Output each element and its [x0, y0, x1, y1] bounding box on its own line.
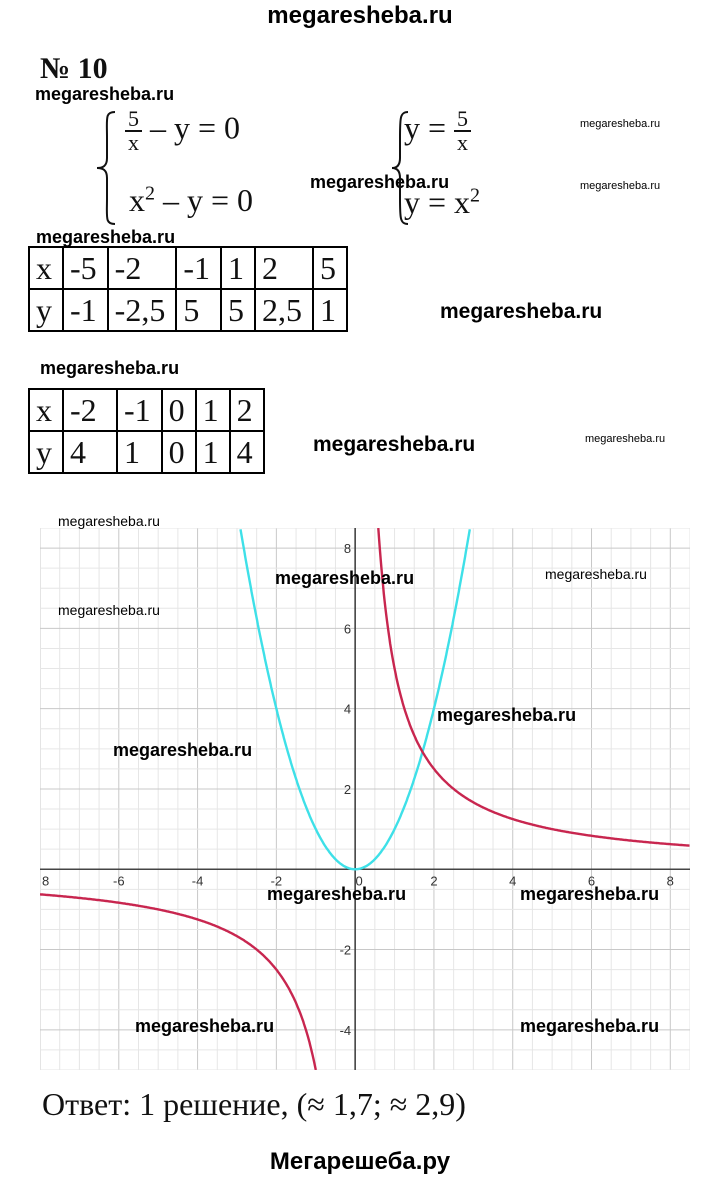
watermark: megaresheba.ru	[585, 433, 666, 445]
exponent: 2	[145, 182, 155, 205]
y-tick-label: 6	[343, 621, 352, 637]
y-tick-label: 8	[343, 541, 352, 557]
table-cell: 4	[230, 431, 264, 473]
table-cell: 2	[230, 389, 264, 431]
system-1	[95, 108, 295, 228]
x-tick-label: 2	[430, 873, 438, 889]
table-cell: -1	[117, 389, 162, 431]
watermark: megaresheba.ru	[440, 300, 603, 323]
table-cell: 5	[313, 247, 347, 289]
equation-2	[404, 184, 480, 221]
table-row	[29, 431, 264, 473]
base: x	[129, 182, 145, 218]
watermark: megaresheba.ru	[520, 1016, 660, 1036]
y-tick-label: 4	[343, 701, 352, 717]
table-cell: 1	[313, 289, 347, 331]
watermark: megaresheba.ru	[275, 568, 415, 588]
table-cell: x	[29, 247, 63, 289]
denominator: x	[125, 130, 142, 154]
site-footer: Мегарешеба.ру	[269, 1148, 451, 1175]
system-2	[390, 108, 560, 228]
x-tick-label: 4	[509, 873, 517, 889]
equation-lhs: y = x	[404, 184, 471, 220]
table-cell: y	[29, 431, 63, 473]
watermark: megaresheba.ru	[310, 172, 450, 192]
answer-text: Ответ: 1 решение, (≈ 1,7; ≈ 2,9)	[42, 1086, 466, 1122]
table-cell: -2,5	[108, 289, 177, 331]
watermark: megaresheba.ru	[580, 118, 661, 130]
watermark: megaresheba.ru	[40, 358, 180, 378]
numerator: 5	[128, 106, 139, 131]
watermark: megaresheba.ru	[545, 566, 647, 582]
table-cell: 1	[196, 389, 230, 431]
x-tick-label: 8	[666, 873, 674, 889]
numerator: 5	[457, 106, 469, 131]
y-tick-label: -2	[339, 942, 352, 958]
exponent: 2	[470, 184, 481, 207]
equation-1	[125, 108, 240, 154]
table-cell: 1	[117, 431, 162, 473]
x-tick-label: 8	[42, 873, 50, 889]
denominator: x	[454, 130, 471, 154]
watermark: megaresheba.ru	[267, 884, 407, 904]
table-cell: 1	[221, 247, 255, 289]
table-cell: 0	[162, 389, 196, 431]
equation-2	[129, 182, 253, 219]
x-tick-label: -4	[191, 873, 204, 889]
equation-rest: – y = 0	[155, 182, 254, 218]
x-tick-label: 0	[355, 873, 363, 889]
watermark: megaresheba.ru	[58, 602, 160, 618]
watermark: megaresheba.ru	[313, 433, 476, 456]
equation-rest: – y = 0	[142, 109, 241, 146]
watermark: megaresheba.ru	[135, 1016, 275, 1036]
table-cell: -1	[176, 247, 221, 289]
watermark: megaresheba.ru	[35, 84, 175, 104]
table-cell: x	[29, 389, 63, 431]
y-tick-label: -4	[339, 1022, 352, 1038]
table-cell: 5	[176, 289, 221, 331]
table-cell: -1	[63, 289, 108, 331]
table-cell: 0	[162, 431, 196, 473]
x-tick-label: 6	[587, 873, 596, 889]
watermark: megaresheba.ru	[113, 740, 253, 760]
table-cell: 2	[255, 247, 313, 289]
values-table-2	[28, 388, 265, 474]
table-cell: -2	[63, 389, 117, 431]
table-cell: 5	[221, 289, 255, 331]
x-tick-label: -6	[113, 873, 125, 889]
fraction	[454, 108, 471, 154]
x-tick-label: -2	[270, 873, 283, 889]
y-tick-label: 2	[343, 781, 352, 797]
watermark: megaresheba.ru	[520, 884, 660, 904]
equation-lhs: y =	[404, 109, 455, 146]
table-cell: -2	[108, 247, 177, 289]
left-brace-icon	[95, 108, 119, 228]
watermark: megaresheba.ru	[437, 705, 577, 725]
table-cell: 4	[63, 431, 117, 473]
table-row	[29, 289, 347, 331]
watermark: megaresheba.ru	[58, 513, 160, 529]
fraction	[125, 108, 142, 154]
watermark: megaresheba.ru	[580, 180, 661, 192]
problem-number: № 10	[40, 52, 108, 85]
values-table-1	[28, 246, 348, 332]
equation-1	[404, 108, 471, 154]
site-header: megaresheba.ru	[267, 2, 453, 29]
table-row	[29, 389, 264, 431]
table-cell: y	[29, 289, 63, 331]
table-cell: 2,5	[255, 289, 313, 331]
watermark: megaresheba.ru	[36, 227, 176, 247]
table-row	[29, 247, 347, 289]
table-cell: 1	[196, 431, 230, 473]
table-cell: -5	[63, 247, 108, 289]
